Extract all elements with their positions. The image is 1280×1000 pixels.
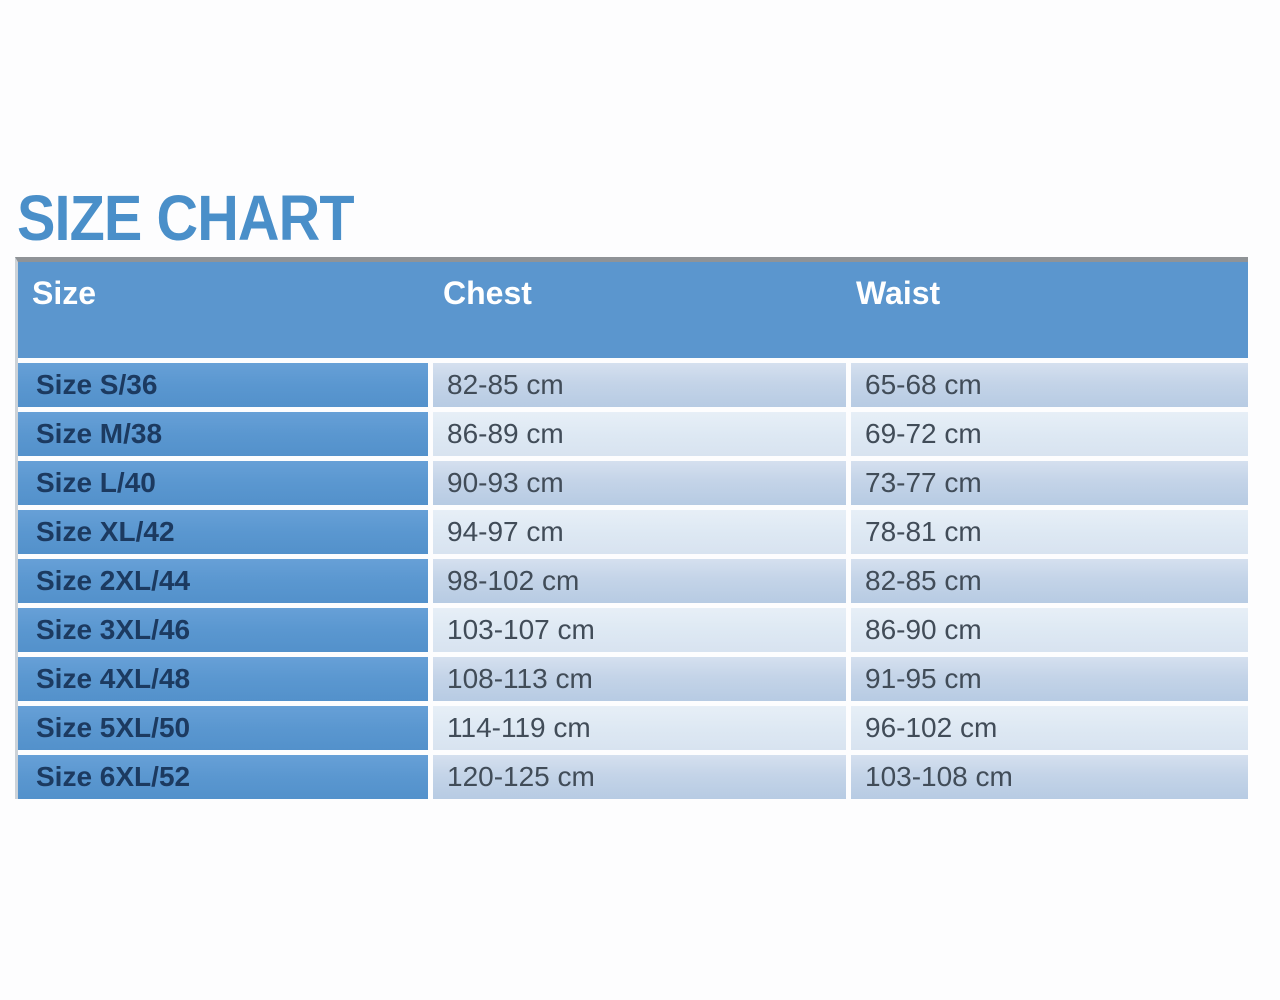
size-label-cell: Size 2XL/44	[18, 559, 428, 603]
size-label-cell: Size M/38	[18, 412, 428, 456]
table-row	[18, 559, 1248, 603]
waist-value-cell: 69-72 cm	[851, 412, 1248, 456]
waist-value-cell: 82-85 cm	[851, 559, 1248, 603]
size-table	[15, 257, 1248, 799]
table-row	[18, 657, 1248, 701]
size-label-cell: Size S/36	[18, 363, 428, 407]
size-label-cell: Size 5XL/50	[18, 706, 428, 750]
waist-value-cell: 103-108 cm	[851, 755, 1248, 799]
page-title: SIZE CHART	[17, 182, 354, 254]
size-label-cell: Size 6XL/52	[18, 755, 428, 799]
chest-value-cell: 90-93 cm	[433, 461, 846, 505]
chest-value-cell: 98-102 cm	[433, 559, 846, 603]
size-label-cell: Size 4XL/48	[18, 657, 428, 701]
chest-value-cell: 82-85 cm	[433, 363, 846, 407]
column-header-chest: Chest	[443, 275, 532, 311]
table-row	[18, 510, 1248, 554]
table-row	[18, 608, 1248, 652]
table-row	[18, 412, 1248, 456]
column-header-size: Size	[32, 275, 97, 311]
chest-value-cell: 94-97 cm	[433, 510, 846, 554]
waist-value-cell: 86-90 cm	[851, 608, 1248, 652]
chest-value-cell: 108-113 cm	[433, 657, 846, 701]
chest-value-cell: 114-119 cm	[433, 706, 846, 750]
table-row	[18, 363, 1248, 407]
waist-value-cell: 91-95 cm	[851, 657, 1248, 701]
table-row	[18, 706, 1248, 750]
table-body	[18, 363, 1248, 799]
waist-value-cell: 78-81 cm	[851, 510, 1248, 554]
table-row	[18, 461, 1248, 505]
size-label-cell: Size 3XL/46	[18, 608, 428, 652]
waist-value-cell: 65-68 cm	[851, 363, 1248, 407]
waist-value-cell: 96-102 cm	[851, 706, 1248, 750]
column-header-waist: Waist	[856, 275, 941, 311]
table-row	[18, 755, 1248, 799]
chest-value-cell: 86-89 cm	[433, 412, 846, 456]
table-header-row	[18, 262, 1248, 358]
size-label-cell: Size L/40	[18, 461, 428, 505]
chest-value-cell: 103-107 cm	[433, 608, 846, 652]
chest-value-cell: 120-125 cm	[433, 755, 846, 799]
size-label-cell: Size XL/42	[18, 510, 428, 554]
waist-value-cell: 73-77 cm	[851, 461, 1248, 505]
